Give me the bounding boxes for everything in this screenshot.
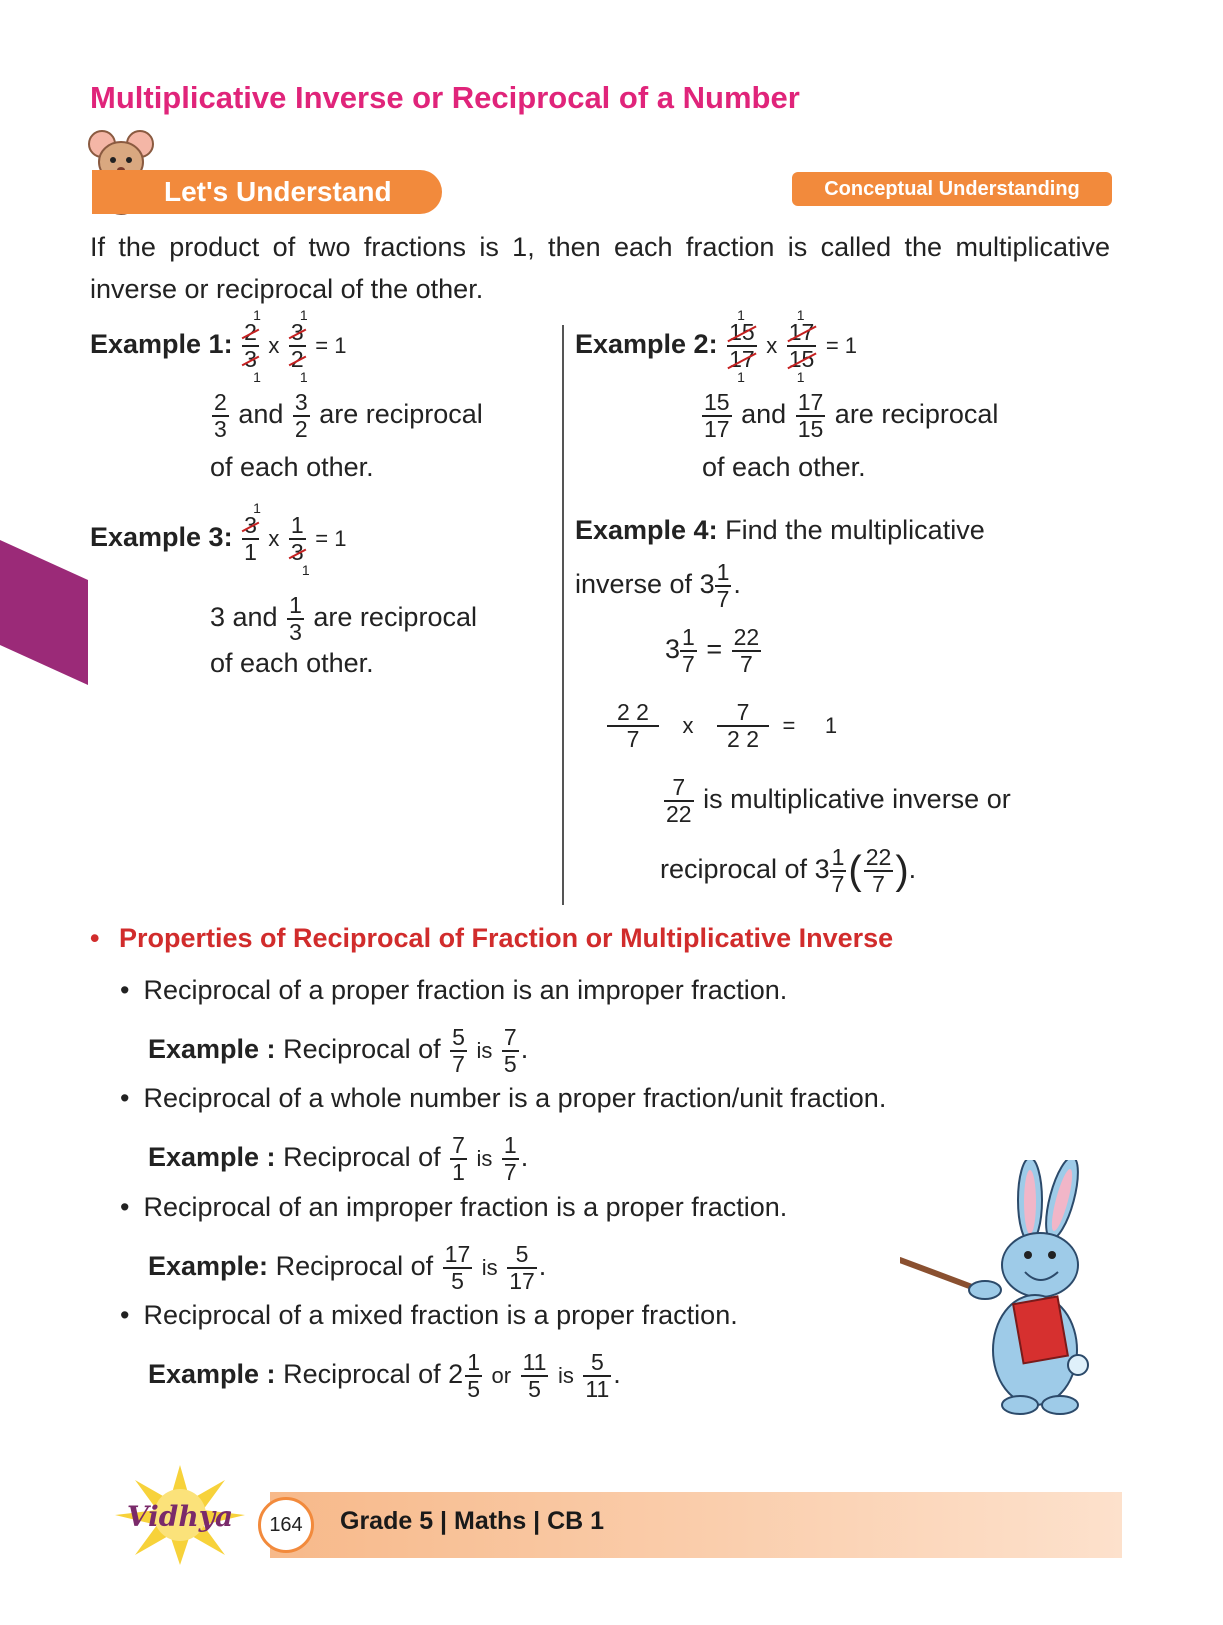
fraction-2-3-cancelled: 2 3 1 1 [244,307,261,385]
logo-text: Vidhya [126,1500,234,1533]
example-2-line2: of each other. [702,452,866,482]
conceptual-understanding-badge: Conceptual Understanding [792,172,1112,206]
example-3-line2: of each other. [210,648,374,678]
example-4: Example 4: Find the multiplicative [575,515,985,545]
fraction-3-2-cancelled: 3 2 1 1 [290,307,308,385]
example-4-label: Example 4: [575,515,718,545]
times-sign: x [268,333,280,359]
fraction-22-7: $\frac{22}{7}$ [733,624,760,677]
example-4-conclusion: $\frac{7}{22}$ is multiplicative inverse or [666,774,1011,827]
mixed-to-improper: 3 $\frac{1}{7}$ = $\frac{22}{7}$ [665,624,760,677]
fraction-15-17: $\frac{15}{17}$ [704,389,730,442]
property-1-example: Example : Reciprocal of $\frac{5}{7}$ is $\frac{7}{5}$ . [148,1024,529,1077]
fraction-1-3: $\frac{1}{3}$ [289,592,302,645]
example-2: Example 2: 15 17 1 1 x 17 15 1 1 = 1 [575,307,858,385]
footer-text: Grade 5 | Maths | CB 1 [340,1507,605,1535]
property-2: • Reciprocal of a whole number is a proper fraction/unit fraction. [120,1083,887,1113]
fraction-2-3: $\frac{2}{3}$ [214,389,227,442]
fraction-7-22: $\frac{7}{22}$ [666,774,692,827]
example-3-label: Example 3: [90,522,233,553]
example-1-line2: of each other. [210,452,374,482]
property-3: • Reciprocal of an improper fraction is a proper fraction. [120,1192,788,1222]
column-divider [562,325,564,905]
side-tab-decoration [0,540,90,685]
fraction-3-1-cancelled: 3 1 1 [244,500,261,565]
vidhya-logo-icon [95,1460,265,1570]
intro-paragraph: If the product of two fractions is 1, then each fraction is called the multiplicative inverse or reciprocal of the other. [90,232,1110,304]
example-3: Example 3: 3 1 1 x 1 3 1 = 1 [90,500,347,578]
fraction-15-17-cancelled: 15 17 1 1 [729,307,755,385]
bunny-teacher-icon [900,1160,1100,1420]
fraction-17-15: $\frac{17}{15}$ [797,389,824,442]
property-1: • Reciprocal of a proper fraction is an improper fraction. [120,975,788,1005]
example-1 [90,307,347,385]
property-3-example: Example: Reciprocal of $\frac{17}{5}$ is $\frac{5}{17}$ . [148,1241,547,1294]
property-4: • Reciprocal of a mixed fraction is a proper fraction. [120,1300,738,1330]
page-title: Multiplicative Inverse or Reciprocal of a Number [90,80,800,115]
fraction-17-15-cancelled: 17 15 1 1 [788,307,815,385]
example-2-statement: $\frac{15}{17}$ and $\frac{17}{15}$ are reciprocal [704,389,999,442]
property-4-example: Example : Reciprocal of 2 $\frac{1}{5}$ or $\frac{11}{5}$ is $\frac{5}{11}$ . [148,1349,621,1402]
example-1-statement: $\frac{2}{3}$ and $\frac{3}{2}$ are reciprocal [214,389,483,442]
example-1-label: Example 1: [90,329,233,360]
example-4-line2: inverse of 3 $\frac{1}{7}$ . [575,559,741,612]
equals-one: = 1 [315,333,347,359]
example-2-label: Example 2: [575,329,718,360]
property-2-example: Example : Reciprocal of $\frac{7}{1}$ is $\frac{1}{7}$ . [148,1132,529,1185]
properties-heading: • Properties of Reciprocal of Fraction or Multiplicative Inverse [90,923,894,953]
example-3-statement: 3 and $\frac{1}{3}$ are reciprocal [210,592,477,645]
example-4-conclusion-line2: reciprocal of 3 $\frac{1}{7}$ ( $\frac{22}{7}$ ). [660,844,917,897]
fraction-1-7: $\frac{1}{7}$ [716,559,730,612]
page-number: 164 [258,1497,314,1553]
lets-understand-banner: Let's Understand [92,170,442,214]
product-equation: $\frac{2 2}{7}$ x $\frac{7}{2 2}$ = 1 [605,700,837,752]
fraction-3-2: $\frac{3}{2}$ [294,389,308,442]
fraction-1-3-cancelled: 1 3 1 [290,512,310,578]
